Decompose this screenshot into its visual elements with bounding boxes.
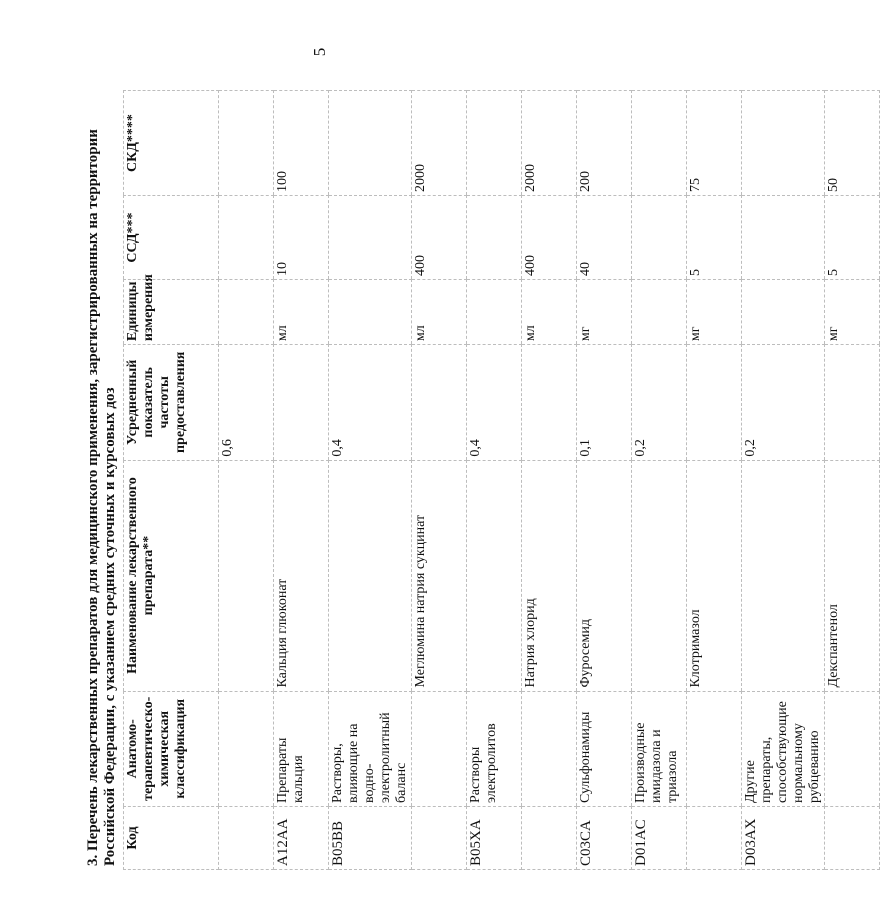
cell-atc: Растворы, влияющие на водно-электролитный баланс	[329, 691, 412, 806]
cell-atc	[522, 691, 577, 806]
drug-table	[123, 90, 880, 870]
table-row	[467, 91, 522, 870]
header-unit: Единицы измерения	[124, 280, 219, 345]
cell-name	[219, 460, 274, 691]
table-row	[687, 91, 742, 870]
cell-code: D01AC	[632, 807, 687, 870]
header-name: Наименование лекарственного препарата**	[124, 460, 219, 691]
cell-skd	[742, 91, 825, 196]
table-header-row	[124, 91, 219, 870]
page-number: 5	[310, 47, 329, 57]
cell-freq: 0,2	[632, 345, 687, 460]
cell-atc: Препараты кальция	[274, 691, 329, 806]
cell-atc: Производные имидазола и триазола	[632, 691, 687, 806]
table-title-line2: Российской Федерации, с указанием средних суточных и курсовых доз	[102, 387, 118, 866]
cell-code: A12AA	[274, 807, 329, 870]
cell-name: Натрия хлорид	[522, 460, 577, 691]
cell-unit: мл	[412, 280, 467, 345]
cell-code: D03AX	[742, 807, 825, 870]
cell-freq	[522, 345, 577, 460]
cell-freq: 0,1	[577, 345, 632, 460]
cell-ssd	[219, 196, 274, 280]
rotated-content	[85, 80, 841, 870]
cell-ssd: 40	[577, 196, 632, 280]
cell-atc: Растворы электролитов	[467, 691, 522, 806]
cell-unit	[632, 280, 687, 345]
cell-unit: мл	[274, 280, 329, 345]
header-code: Код	[124, 807, 219, 870]
cell-skd	[467, 91, 522, 196]
table-row	[274, 91, 329, 870]
cell-unit: мл	[522, 280, 577, 345]
table-title-line1: 3. Перечень лекарственных препаратов для медицинского применения, зарегистрированных на территории	[85, 129, 101, 866]
cell-code	[412, 807, 467, 870]
cell-code	[687, 807, 742, 870]
table-row	[219, 91, 274, 870]
header-skd: СКД****	[124, 91, 219, 196]
table-row	[329, 91, 412, 870]
cell-freq	[687, 345, 742, 460]
table-row	[577, 91, 632, 870]
cell-freq	[274, 345, 329, 460]
cell-freq: 0,6	[219, 345, 274, 460]
cell-name: Декспантенол	[825, 460, 880, 691]
cell-name	[467, 460, 522, 691]
cell-freq: 0,2	[742, 345, 825, 460]
cell-unit	[329, 280, 412, 345]
cell-unit	[219, 280, 274, 345]
cell-code: B05BB	[329, 807, 412, 870]
header-atc: Анатомо-терапевтическо-химическая классификация	[124, 691, 219, 806]
cell-unit: мг	[687, 280, 742, 345]
table-row	[742, 91, 825, 870]
cell-code	[522, 807, 577, 870]
cell-unit: мг	[577, 280, 632, 345]
cell-atc: Сульфонамиды	[577, 691, 632, 806]
table-row	[522, 91, 577, 870]
cell-ssd	[467, 196, 522, 280]
cell-skd	[219, 91, 274, 196]
cell-name	[329, 460, 412, 691]
cell-name	[742, 460, 825, 691]
cell-ssd: 5	[687, 196, 742, 280]
cell-freq	[412, 345, 467, 460]
header-frequency: Усредненный показатель частоты предоставления	[124, 345, 219, 460]
table-row	[632, 91, 687, 870]
cell-name: Клотримазол	[687, 460, 742, 691]
cell-ssd: 10	[274, 196, 329, 280]
cell-name: Кальция глюконат	[274, 460, 329, 691]
cell-skd: 75	[687, 91, 742, 196]
cell-name: Меглюмина натрия сукцинат	[412, 460, 467, 691]
cell-name	[632, 460, 687, 691]
cell-ssd	[632, 196, 687, 280]
cell-freq: 0,4	[329, 345, 412, 460]
cell-code	[219, 807, 274, 870]
cell-code	[825, 807, 880, 870]
cell-atc	[825, 691, 880, 806]
cell-name: Фуросемид	[577, 460, 632, 691]
table-row	[412, 91, 467, 870]
cell-atc: Другие препараты, способствующие нормальному рубцеванию	[742, 691, 825, 806]
cell-freq	[825, 345, 880, 460]
cell-freq: 0,4	[467, 345, 522, 460]
cell-unit	[742, 280, 825, 345]
cell-skd: 100	[274, 91, 329, 196]
table-title	[85, 80, 119, 866]
table-row	[825, 91, 880, 870]
cell-unit	[467, 280, 522, 345]
cell-atc	[687, 691, 742, 806]
cell-ssd	[742, 196, 825, 280]
cell-skd	[632, 91, 687, 196]
cell-skd: 2000	[522, 91, 577, 196]
cell-atc	[219, 691, 274, 806]
cell-atc	[412, 691, 467, 806]
cell-code: B05XA	[467, 807, 522, 870]
cell-unit: мг	[825, 280, 880, 345]
cell-skd	[329, 91, 412, 196]
table-body	[219, 91, 880, 870]
cell-ssd: 400	[522, 196, 577, 280]
cell-skd: 50	[825, 91, 880, 196]
cell-skd: 200	[577, 91, 632, 196]
cell-ssd	[329, 196, 412, 280]
cell-ssd: 5	[825, 196, 880, 280]
cell-code: C03CA	[577, 807, 632, 870]
cell-ssd: 400	[412, 196, 467, 280]
cell-skd: 2000	[412, 91, 467, 196]
header-ssd: ССД***	[124, 196, 219, 280]
